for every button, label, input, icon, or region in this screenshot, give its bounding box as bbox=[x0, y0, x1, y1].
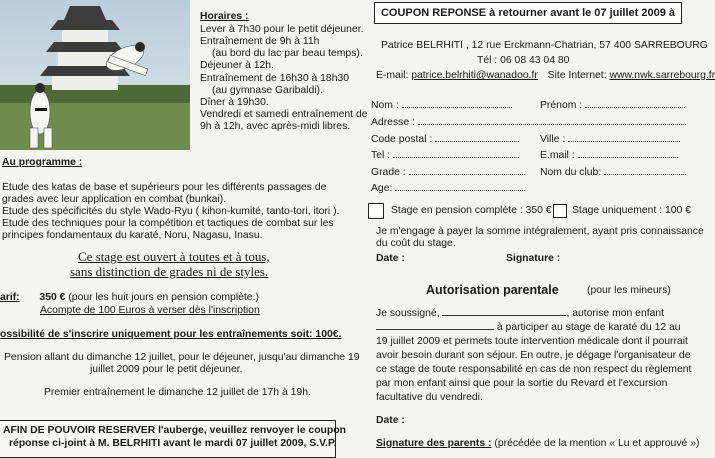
programme-title: Au programme : bbox=[2, 157, 83, 168]
horaires-line: Entraînement de 9h à 11h bbox=[200, 36, 320, 47]
pension-checkbox[interactable] bbox=[368, 203, 384, 219]
premier-line: Premier entraînement le dimanche 12 juillet de 17h à 19h. bbox=[44, 387, 311, 398]
tel-field[interactable] bbox=[393, 147, 519, 158]
club-label: Nom du club: bbox=[540, 167, 602, 178]
programme-line: principes fondamentaux du karaté, Noru, Nagasu, Inasu. bbox=[2, 230, 263, 241]
horaires-title: Horaires : bbox=[200, 11, 249, 22]
horaires-line: Déjeuner à 12h. bbox=[200, 60, 274, 71]
pension-line: juillet 2009 pour le petit déjeuner. bbox=[90, 364, 243, 375]
autorisation-line: par mon enfant ainsi que pour la sortie du Revard et l'excursion bbox=[376, 378, 668, 389]
prenom-field[interactable] bbox=[585, 97, 685, 108]
prenom-label: Prénom : bbox=[540, 100, 583, 111]
pension-option-label: Stage en pension complète : 350 € bbox=[391, 205, 552, 216]
email-label: E-mail: bbox=[376, 70, 409, 81]
autorisation-title: Autorisation parentale bbox=[426, 283, 559, 297]
coupon-address: Patrice BELRHITI , 12 rue Erckmann-Chatrian, 57 400 SARREBOURG bbox=[381, 40, 708, 51]
autorisation-line: ce stage de toute responsabilité en cas de non respect du règlement bbox=[376, 364, 692, 375]
autorisation-line: 19 juillet 2009 et permets toute intervention médicale dont il pourrait bbox=[376, 336, 688, 347]
autorisation-line: avoir besoin durant son séjour. En outre, je dégage l'organisateur de bbox=[376, 350, 691, 361]
horaires-line: Lever à 7h30 pour le petit déjeuner. bbox=[200, 24, 364, 35]
autorise-label: , autorise mon enfant bbox=[566, 308, 665, 319]
ville-label: Ville : bbox=[540, 134, 566, 145]
adresse-field[interactable] bbox=[418, 114, 686, 125]
engage-line: du coût du stage. bbox=[376, 238, 456, 249]
horaires-line: (au gymnase Garibaldi). bbox=[212, 85, 323, 96]
site-link[interactable]: www.nwk.sarrebourg.fr bbox=[609, 70, 715, 81]
horaires-line: Dîner à 19h30. bbox=[200, 97, 269, 108]
reserver-box bbox=[0, 420, 346, 458]
ouvert-line: sans distinction de grades ni de styles. bbox=[70, 264, 269, 279]
enfant-field[interactable] bbox=[376, 321, 494, 330]
coupon-title: COUPON REPONSE à retourner avant le 07 juillet 2009 à bbox=[374, 2, 682, 24]
tarif-price: 350 € bbox=[39, 292, 66, 303]
soussigne-field[interactable] bbox=[442, 307, 566, 316]
pension-line: Pension allant du dimanche 12 juillet, pour le déjeuner, jusqu'au dimanche 19 bbox=[4, 352, 360, 363]
ville-field[interactable] bbox=[568, 131, 680, 142]
parent-signature-label: Signature des parents : bbox=[376, 438, 492, 449]
reserver-line: réponse ci-joint à M. BELRHITI avant le mardi 07 juillet 2009, S.V.P. bbox=[9, 438, 337, 449]
participer-line: à participer au stage de karaté du 12 au bbox=[496, 322, 681, 333]
programme-line: grades avec leur application en combat (bunkai). bbox=[2, 194, 227, 205]
autorisation-subtitle: (pour les mineurs) bbox=[587, 285, 671, 296]
date-label: Date : bbox=[376, 253, 405, 264]
grade-label: Grade : bbox=[371, 167, 406, 178]
nom-label: Nom : bbox=[371, 100, 399, 111]
tel-label: Tel : bbox=[371, 150, 391, 161]
age-field[interactable] bbox=[395, 180, 525, 191]
horaires-line: Vendredi et samedi entraînement de bbox=[200, 109, 368, 120]
site-label: Site Internet: bbox=[547, 70, 607, 81]
horaires-line: Entraînement de 16h30 à 18h30 bbox=[200, 73, 350, 84]
programme-line: Etude des katas de base et supérieurs pour les différents passages de bbox=[2, 182, 327, 193]
tarif-acompte: Acompte de 100 Euros à verser dès l'inscription bbox=[40, 305, 260, 316]
reserver-line: AFIN DE POUVOIR RESERVER l'auberge, veuillez renvoyer le coupon bbox=[3, 425, 346, 436]
adresse-label: Adresse : bbox=[371, 117, 415, 128]
age-label: Age: bbox=[371, 183, 393, 194]
signature-label: Signature : bbox=[506, 253, 561, 264]
horaires-line: (au bord du lac par beau temps). bbox=[212, 48, 363, 59]
uniquement-option-label: Stage uniquement : 100 € bbox=[572, 205, 692, 216]
email-form-label: E.mail : bbox=[540, 150, 575, 161]
parent-date-label: Date : bbox=[376, 415, 405, 426]
code-postal-field[interactable] bbox=[435, 131, 519, 142]
karate-photo bbox=[0, 0, 190, 150]
karate-photo-icon bbox=[0, 0, 190, 150]
uniquement-checkbox[interactable] bbox=[553, 204, 567, 218]
engage-line: Je m'engage à payer la somme intégralement, ayant pris connaissance bbox=[376, 226, 704, 237]
parent-signature-mention: (précédée de la mention « Lu et approuvé ») bbox=[494, 438, 700, 449]
soussigne-label: Je soussigné, bbox=[376, 308, 440, 319]
ouvert-line: Ce stage est ouvert à toutes et à tous, bbox=[78, 249, 270, 264]
email-link[interactable]: patrice.belrhiti@wanadoo.fr bbox=[411, 70, 538, 81]
tarif-detail: (pour les huit jours en pension complète.) bbox=[68, 292, 259, 303]
horaires-line: 9h à 12h, avec après-midi libres. bbox=[200, 121, 351, 132]
nom-field[interactable] bbox=[402, 97, 512, 108]
grade-field[interactable] bbox=[409, 164, 525, 175]
tarif-label: arif: bbox=[0, 292, 20, 303]
email-field[interactable] bbox=[578, 147, 678, 158]
autorisation-line: facultative du vendredi. bbox=[376, 392, 483, 403]
programme-line: Etude des techniques pour la compétition et tactiques de combat sur les bbox=[2, 218, 334, 229]
club-field[interactable] bbox=[604, 164, 686, 175]
coupon-tel: Tél : 06 08 43 04 80 bbox=[477, 55, 570, 66]
programme-line: Etude des spécificités du style Wado-Ryu ( kihon-kumité, tanto-tori, itori ). bbox=[2, 206, 340, 217]
code-postal-label: Code postal : bbox=[371, 134, 433, 145]
possibilite-line: ossibilité de s'inscrire uniquement pour les entraînements soit: 100€. bbox=[0, 329, 342, 340]
